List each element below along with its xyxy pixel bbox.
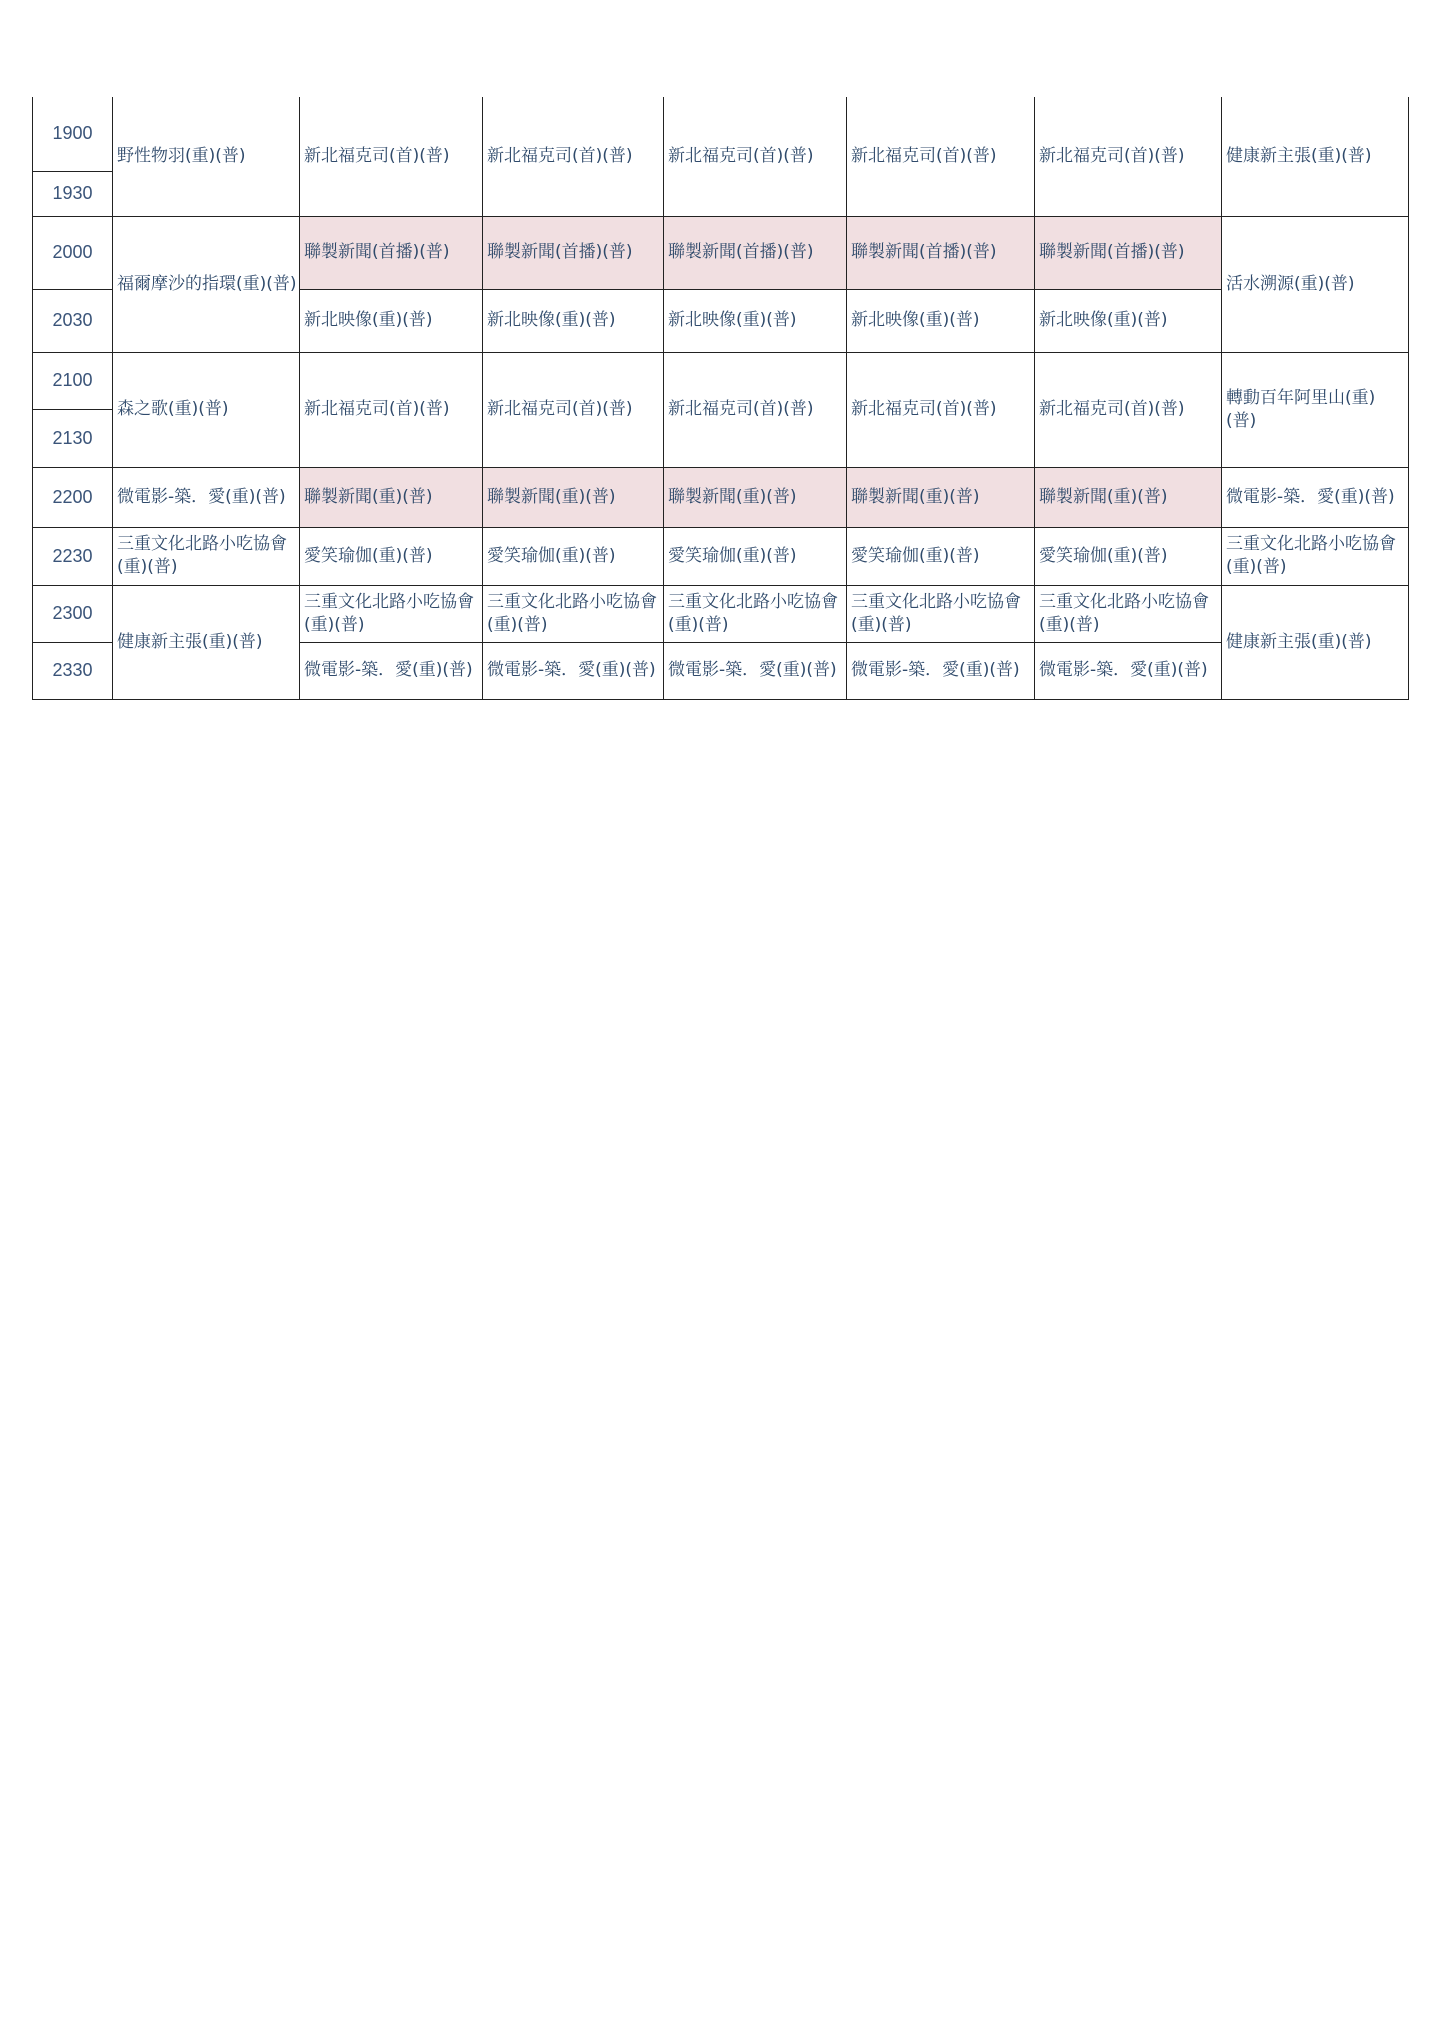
program-cell: 健康新主張(重)(普) bbox=[1222, 585, 1409, 699]
time-cell: 2200 bbox=[33, 467, 113, 527]
table-row-2200 bbox=[33, 467, 1409, 527]
program-cell: 微電影-築．愛(重)(普) bbox=[847, 642, 1035, 699]
time-cell: 2030 bbox=[33, 289, 113, 352]
time-cell: 2100 bbox=[33, 352, 113, 409]
program-cell: 三重文化北路小吃協會(重)(普) bbox=[847, 585, 1035, 642]
program-cell-highlight: 聯製新聞(重)(普) bbox=[483, 467, 664, 527]
program-cell: 愛笑瑜伽(重)(普) bbox=[847, 527, 1035, 585]
program-cell: 新北福克司(首)(普) bbox=[1035, 352, 1222, 467]
program-cell: 三重文化北路小吃協會(重)(普) bbox=[113, 527, 300, 585]
table-row-2000 bbox=[33, 216, 1409, 289]
program-cell-highlight: 聯製新聞(首播)(普) bbox=[847, 216, 1035, 289]
program-cell: 新北映像(重)(普) bbox=[483, 289, 664, 352]
program-cell: 愛笑瑜伽(重)(普) bbox=[664, 527, 847, 585]
program-cell: 新北福克司(首)(普) bbox=[664, 97, 847, 216]
table-row-2100 bbox=[33, 352, 1409, 409]
program-cell: 活水溯源(重)(普) bbox=[1222, 216, 1409, 352]
program-cell: 福爾摩沙的指環(重)(普) bbox=[113, 216, 300, 352]
program-cell-highlight: 聯製新聞(重)(普) bbox=[664, 467, 847, 527]
program-cell: 新北福克司(首)(普) bbox=[1035, 97, 1222, 216]
program-cell: 新北福克司(首)(普) bbox=[847, 352, 1035, 467]
program-cell: 愛笑瑜伽(重)(普) bbox=[300, 527, 483, 585]
program-cell-highlight: 聯製新聞(首播)(普) bbox=[483, 216, 664, 289]
program-cell: 愛笑瑜伽(重)(普) bbox=[1035, 527, 1222, 585]
time-cell: 1930 bbox=[33, 171, 113, 216]
program-cell: 三重文化北路小吃協會(重)(普) bbox=[1035, 585, 1222, 642]
table-row-2300 bbox=[33, 585, 1409, 642]
program-cell: 微電影-築．愛(重)(普) bbox=[300, 642, 483, 699]
program-cell: 轉動百年阿里山(重)(普) bbox=[1222, 352, 1409, 467]
time-cell: 2000 bbox=[33, 216, 113, 289]
program-cell: 新北福克司(首)(普) bbox=[847, 97, 1035, 216]
program-cell: 新北福克司(首)(普) bbox=[300, 97, 483, 216]
table-row-2230 bbox=[33, 527, 1409, 585]
program-cell: 新北福克司(首)(普) bbox=[300, 352, 483, 467]
program-cell: 三重文化北路小吃協會(重)(普) bbox=[483, 585, 664, 642]
program-cell-highlight: 聯製新聞(重)(普) bbox=[847, 467, 1035, 527]
program-cell: 愛笑瑜伽(重)(普) bbox=[483, 527, 664, 585]
program-cell: 新北福克司(首)(普) bbox=[483, 97, 664, 216]
program-schedule-table bbox=[32, 97, 1409, 700]
table-row-1900 bbox=[33, 97, 1409, 171]
time-cell: 2330 bbox=[33, 642, 113, 699]
program-cell: 微電影-築．愛(重)(普) bbox=[1222, 467, 1409, 527]
program-cell-highlight: 聯製新聞(首播)(普) bbox=[300, 216, 483, 289]
program-cell: 微電影-築．愛(重)(普) bbox=[483, 642, 664, 699]
program-cell-highlight: 聯製新聞(重)(普) bbox=[300, 467, 483, 527]
program-cell: 微電影-築．愛(重)(普) bbox=[1035, 642, 1222, 699]
program-cell: 新北映像(重)(普) bbox=[300, 289, 483, 352]
program-cell-highlight: 聯製新聞(首播)(普) bbox=[664, 216, 847, 289]
program-cell: 新北映像(重)(普) bbox=[847, 289, 1035, 352]
time-cell: 2230 bbox=[33, 527, 113, 585]
program-cell: 野性物羽(重)(普) bbox=[113, 97, 300, 216]
time-cell: 2300 bbox=[33, 585, 113, 642]
program-cell: 三重文化北路小吃協會(重)(普) bbox=[300, 585, 483, 642]
program-cell-highlight: 聯製新聞(重)(普) bbox=[1035, 467, 1222, 527]
program-cell: 微電影-築．愛(重)(普) bbox=[113, 467, 300, 527]
program-cell: 微電影-築．愛(重)(普) bbox=[664, 642, 847, 699]
time-cell: 2130 bbox=[33, 409, 113, 467]
time-cell: 1900 bbox=[33, 97, 113, 171]
program-cell: 三重文化北路小吃協會(重)(普) bbox=[1222, 527, 1409, 585]
program-cell: 新北福克司(首)(普) bbox=[664, 352, 847, 467]
program-cell: 三重文化北路小吃協會(重)(普) bbox=[664, 585, 847, 642]
program-cell: 新北映像(重)(普) bbox=[664, 289, 847, 352]
program-cell: 新北福克司(首)(普) bbox=[483, 352, 664, 467]
program-cell: 健康新主張(重)(普) bbox=[1222, 97, 1409, 216]
program-cell-highlight: 聯製新聞(首播)(普) bbox=[1035, 216, 1222, 289]
program-cell: 健康新主張(重)(普) bbox=[113, 585, 300, 699]
program-cell: 森之歌(重)(普) bbox=[113, 352, 300, 467]
program-cell: 新北映像(重)(普) bbox=[1035, 289, 1222, 352]
